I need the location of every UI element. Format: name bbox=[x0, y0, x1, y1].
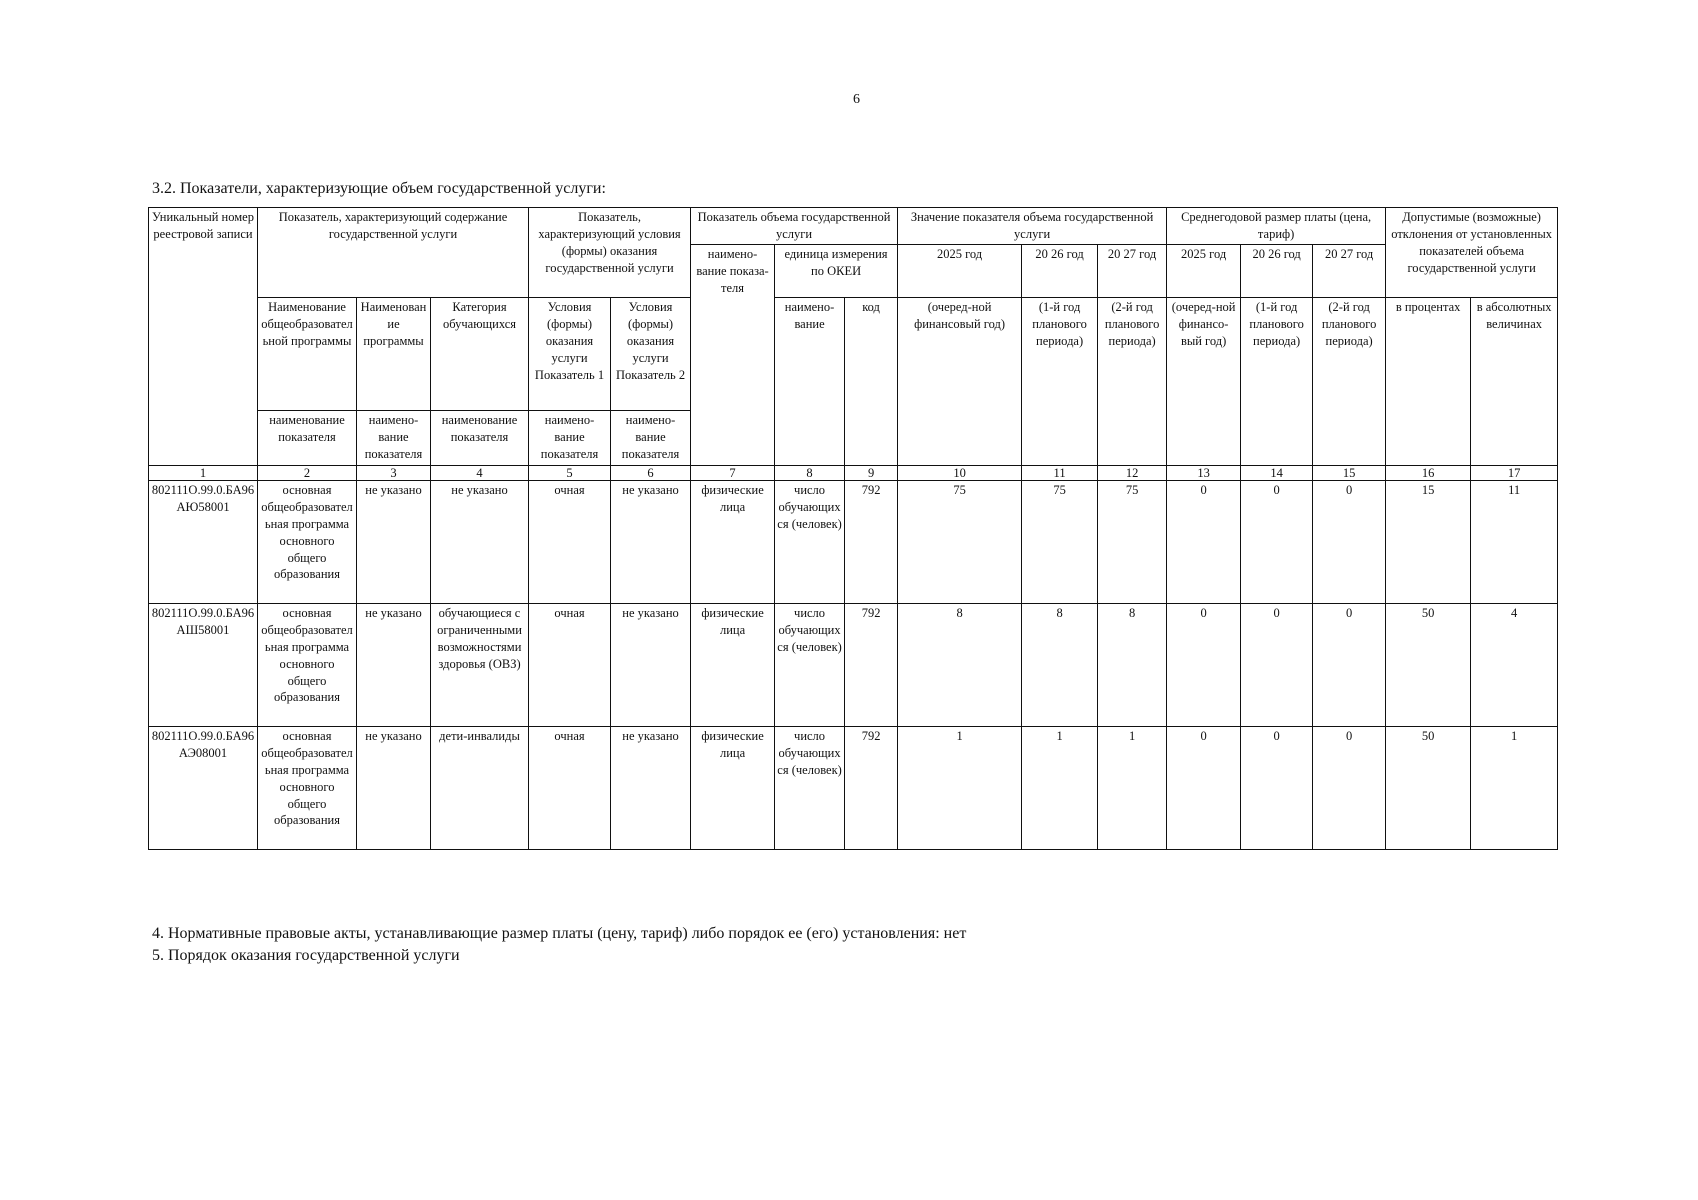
header-indicator-name: наименование показателя bbox=[258, 411, 357, 466]
header-volume-unit: единица измерения по ОКЕИ bbox=[775, 245, 898, 298]
header-condition-1: Условия (формы) оказания услуги Показатель 1 bbox=[529, 298, 611, 411]
cell-cond2: не указано bbox=[611, 481, 691, 604]
cell-program-name: не указано bbox=[357, 481, 431, 604]
header-indicator-name: наимено-вание показателя bbox=[357, 411, 431, 466]
cell-category: дети-инвалиды bbox=[431, 727, 529, 850]
cell-program: основная общеобразовательная программа основного общего образования bbox=[258, 727, 357, 850]
cell-indicator: физические лица bbox=[691, 604, 775, 727]
volume-indicators-table bbox=[148, 207, 1558, 850]
cell-dev-abs: 11 bbox=[1471, 481, 1558, 604]
cell-cond1: очная bbox=[529, 727, 611, 850]
header-fee-group: Среднегодовой размер платы (цена, тариф) bbox=[1167, 208, 1386, 245]
cell-f2026: 0 bbox=[1241, 727, 1313, 850]
cell-dev-abs: 1 bbox=[1471, 727, 1558, 850]
page-number: 6 bbox=[853, 92, 860, 107]
cell-dev-pct: 50 bbox=[1386, 727, 1471, 850]
header-value-plan1: (1-й год планового периода) bbox=[1022, 298, 1098, 466]
column-number: 13 bbox=[1167, 466, 1241, 481]
header-fee-fin-year: (очеред-ной финансо-вый год) bbox=[1167, 298, 1241, 466]
cell-unit: число обучающихся (человек) bbox=[775, 481, 845, 604]
footer-note-4: 4. Нормативные правовые акты, устанавливающие размер платы (цену, тариф) либо порядок ее (его) установления: нет bbox=[152, 925, 967, 942]
cell-f2027: 0 bbox=[1313, 727, 1386, 850]
column-number: 6 bbox=[611, 466, 691, 481]
cell-f2025: 0 bbox=[1167, 727, 1241, 850]
header-registry: Уникальный номер реестровой записи bbox=[149, 208, 258, 466]
header-indicator-name: наименование показателя bbox=[431, 411, 529, 466]
header-conditions-group: Показатель, характеризующий условия (формы) оказания государственной услуги bbox=[529, 208, 691, 298]
cell-category: не указано bbox=[431, 481, 529, 604]
cell-indicator: физические лица bbox=[691, 727, 775, 850]
cell-program: основная общеобразовательная программа основного общего образования bbox=[258, 604, 357, 727]
column-number: 17 bbox=[1471, 466, 1558, 481]
table-row bbox=[149, 727, 1558, 850]
section-title: 3.2. Показатели, характеризующие объем государственной услуги: bbox=[152, 180, 606, 197]
header-volume-name: наимено-вание показа-теля bbox=[691, 245, 775, 466]
cell-registry: 802111О.99.0.БА96АШ58001 bbox=[149, 604, 258, 727]
header-fee-plan1: (1-й год планового периода) bbox=[1241, 298, 1313, 466]
header-content-group: Показатель, характеризующий содержание государственной услуги bbox=[258, 208, 529, 298]
header-value-2027: 20 27 год bbox=[1098, 245, 1167, 298]
header-fee-2026: 20 26 год bbox=[1241, 245, 1313, 298]
cell-v2025: 1 bbox=[898, 727, 1022, 850]
header-unit-code: код bbox=[845, 298, 898, 466]
header-deviation-percent: в процентах bbox=[1386, 298, 1471, 466]
header-value-2026: 20 26 год bbox=[1022, 245, 1098, 298]
cell-v2026: 75 bbox=[1022, 481, 1098, 604]
header-deviation-absolute: в абсолютных величинах bbox=[1471, 298, 1558, 466]
header-unit-name: наимено-вание bbox=[775, 298, 845, 466]
cell-v2026: 8 bbox=[1022, 604, 1098, 727]
column-number: 14 bbox=[1241, 466, 1313, 481]
cell-cond2: не указано bbox=[611, 604, 691, 727]
column-number: 5 bbox=[529, 466, 611, 481]
header-fee-plan2: (2-й год планового периода) bbox=[1313, 298, 1386, 466]
cell-f2026: 0 bbox=[1241, 481, 1313, 604]
header-program: Наименование общеобразовательной программы bbox=[258, 298, 357, 411]
cell-registry: 802111О.99.0.БА96АЭ08001 bbox=[149, 727, 258, 850]
column-number: 16 bbox=[1386, 466, 1471, 481]
cell-registry: 802111О.99.0.БА96АЮ58001 bbox=[149, 481, 258, 604]
header-indicator-name: наимено-вание показателя bbox=[529, 411, 611, 466]
header-row-mid bbox=[149, 298, 1558, 411]
header-value-fin-year: (очеред-ной финансовый год) bbox=[898, 298, 1022, 466]
table-row bbox=[149, 481, 1558, 604]
cell-code: 792 bbox=[845, 727, 898, 850]
cell-category: обучающиеся с ограниченными возможностями здоровья (ОВЗ) bbox=[431, 604, 529, 727]
column-number: 10 bbox=[898, 466, 1022, 481]
cell-indicator: физические лица bbox=[691, 481, 775, 604]
header-category: Категория обучающихся bbox=[431, 298, 529, 411]
cell-cond1: очная bbox=[529, 604, 611, 727]
header-value-2025: 2025 год bbox=[898, 245, 1022, 298]
cell-v2025: 8 bbox=[898, 604, 1022, 727]
cell-f2026: 0 bbox=[1241, 604, 1313, 727]
cell-unit: число обучающихся (человек) bbox=[775, 727, 845, 850]
cell-f2027: 0 bbox=[1313, 604, 1386, 727]
column-number: 4 bbox=[431, 466, 529, 481]
column-number: 15 bbox=[1313, 466, 1386, 481]
column-numbers-row bbox=[149, 466, 1558, 481]
column-number: 12 bbox=[1098, 466, 1167, 481]
cell-program-name: не указано bbox=[357, 604, 431, 727]
column-number: 3 bbox=[357, 466, 431, 481]
cell-v2026: 1 bbox=[1022, 727, 1098, 850]
cell-f2025: 0 bbox=[1167, 481, 1241, 604]
header-program-name: Наименование программы bbox=[357, 298, 431, 411]
header-volume-group: Показатель объема государственной услуги bbox=[691, 208, 898, 245]
header-row-groups bbox=[149, 208, 1558, 245]
cell-f2027: 0 bbox=[1313, 481, 1386, 604]
cell-v2027: 8 bbox=[1098, 604, 1167, 727]
cell-dev-pct: 50 bbox=[1386, 604, 1471, 727]
table-body bbox=[149, 481, 1558, 850]
header-fee-2025: 2025 год bbox=[1167, 245, 1241, 298]
header-fee-2027: 20 27 год bbox=[1313, 245, 1386, 298]
cell-program-name: не указано bbox=[357, 727, 431, 850]
cell-v2027: 75 bbox=[1098, 481, 1167, 604]
cell-f2025: 0 bbox=[1167, 604, 1241, 727]
cell-v2027: 1 bbox=[1098, 727, 1167, 850]
cell-dev-pct: 15 bbox=[1386, 481, 1471, 604]
column-number: 1 bbox=[149, 466, 258, 481]
cell-cond2: не указано bbox=[611, 727, 691, 850]
cell-code: 792 bbox=[845, 604, 898, 727]
header-value-plan2: (2-й год планового периода) bbox=[1098, 298, 1167, 466]
header-condition-2: Условия (формы) оказания услуги Показатель 2 bbox=[611, 298, 691, 411]
cell-cond1: очная bbox=[529, 481, 611, 604]
table-row bbox=[149, 604, 1558, 727]
header-deviation-group: Допустимые (возможные) отклонения от установленных показателей объема государственной услуги bbox=[1386, 208, 1558, 298]
cell-v2025: 75 bbox=[898, 481, 1022, 604]
header-indicator-name: наимено-вание показателя bbox=[611, 411, 691, 466]
footer-note-5: 5. Порядок оказания государственной услуги bbox=[152, 947, 460, 964]
column-number: 7 bbox=[691, 466, 775, 481]
column-number: 9 bbox=[845, 466, 898, 481]
cell-program: основная общеобразовательная программа основного общего образования bbox=[258, 481, 357, 604]
cell-unit: число обучающихся (человек) bbox=[775, 604, 845, 727]
cell-code: 792 bbox=[845, 481, 898, 604]
cell-dev-abs: 4 bbox=[1471, 604, 1558, 727]
column-number: 2 bbox=[258, 466, 357, 481]
header-value-group: Значение показателя объема государственной услуги bbox=[898, 208, 1167, 245]
column-number: 8 bbox=[775, 466, 845, 481]
column-number: 11 bbox=[1022, 466, 1098, 481]
